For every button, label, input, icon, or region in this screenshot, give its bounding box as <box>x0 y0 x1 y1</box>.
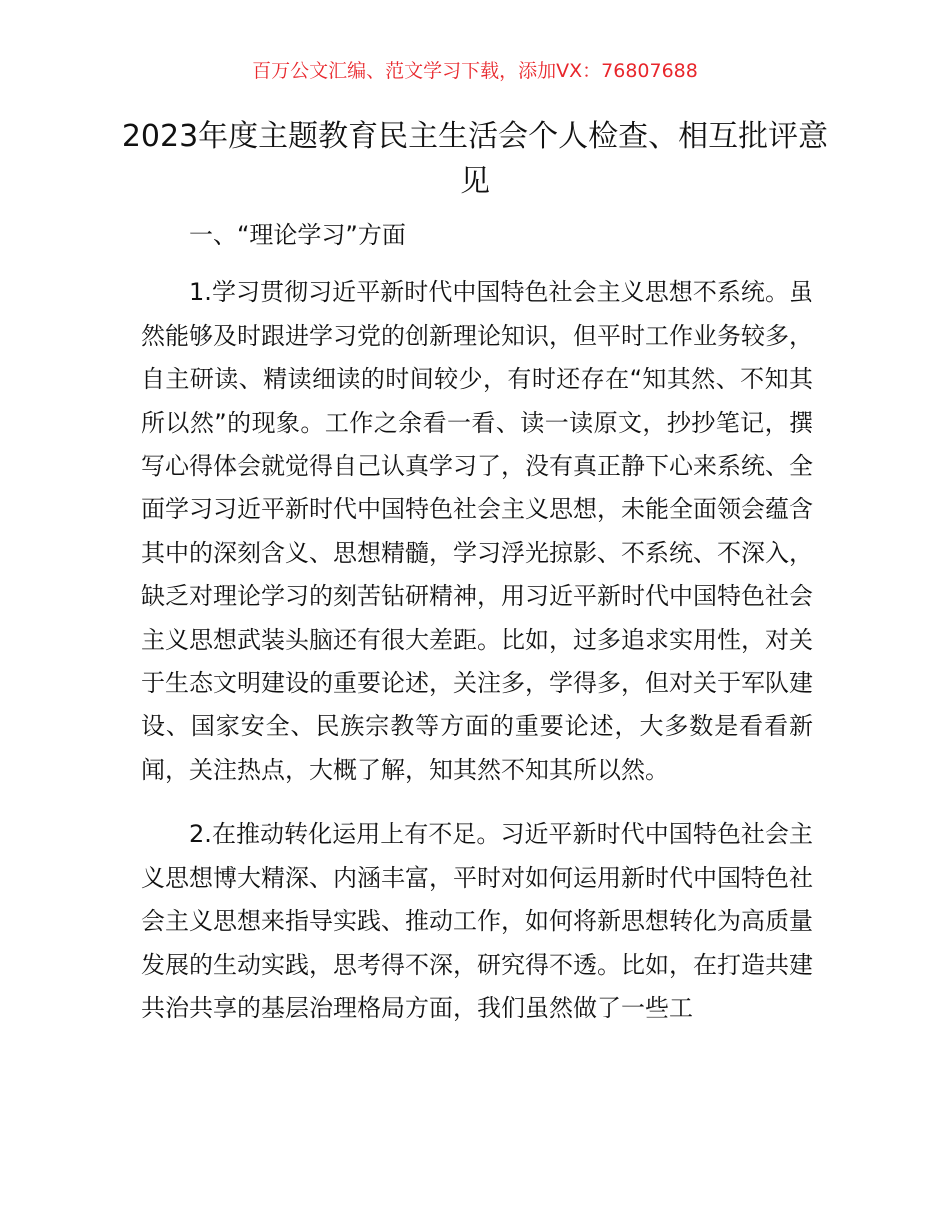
document-body <box>141 214 813 1051</box>
paragraph-2: 2.在推动转化运用上有不足。习近平新时代中国特色社会主义思想博大精深、内涵丰富，平时对如何运用新时代中国特色社会主义思想来指导实践、推动工作，如何将新思想转化为高质量发展的生动实践，思考得不深，研究得不透。比如，在打造共建共治共享的基层治理格局方面，我们虽然做了一些工 <box>141 820 813 1022</box>
paragraph-1: 1.学习贯彻习近平新时代中国特色社会主义思想不系统。虽然能够及时跟进学习党的创新理论知识，但平时工作业务较多，自主研读、精读细读的时间较少，有时还存在“知其然、不知其所以然”的现象。工作之余看一看、读一读原文，抄抄笔记，撰写心得体会就觉得自己认真学习了，没有真正静下心来系统、全面学习习近平新时代中国特色社会主义思想，未能全面领会蕴含其中的深刻含义、思想精髓，学习浮光掠影、不系统、不深入，缺乏对理论学习的刻苦钻研精神，用习近平新时代中国特色社会主义思想武装头脑还有很大差距。比如，过多追求实用性，对关于生态文明建设的重要论述，关注多，学得多，但对关于军队建设、国家安全、民族宗教等方面的重要论述，大多数是看看新闻，关注热点，大概了解，知其然不知其所以然。 <box>141 278 813 784</box>
header-promo-note: 百万公文汇编、范文学习下载，添加VX：76807688 <box>252 60 698 82</box>
document-title: 2023年度主题教育民主生活会个人检查、相互批评意见 <box>121 119 829 199</box>
section-heading: 一、“理论学习”方面 <box>189 221 406 249</box>
